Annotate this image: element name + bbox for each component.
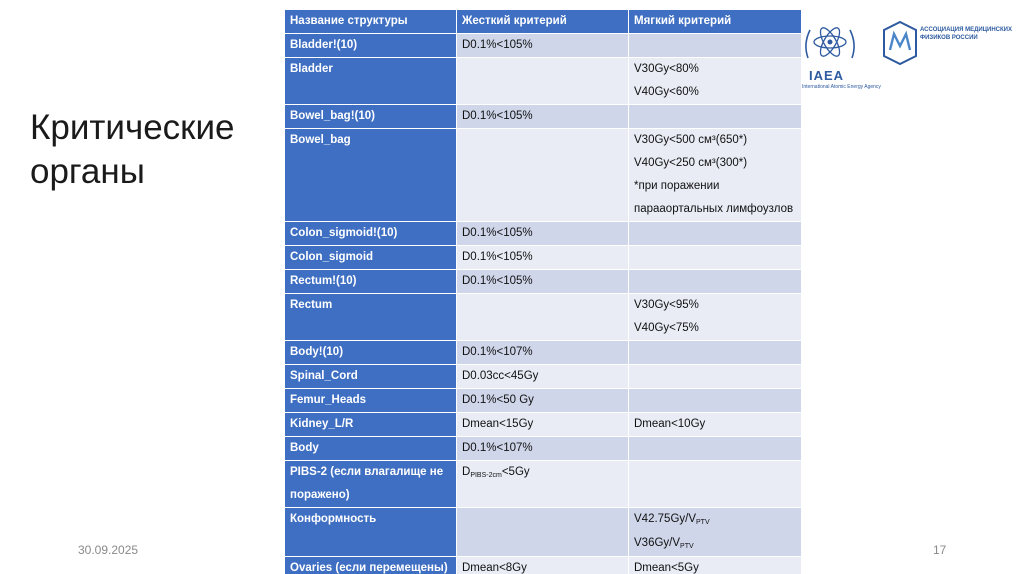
criterion-value xyxy=(634,508,796,532)
soft-criterion xyxy=(629,246,802,270)
soft-criterion xyxy=(629,129,802,222)
hard-criterion xyxy=(457,389,629,413)
criterion-value: D0.1%<105% xyxy=(462,251,533,263)
table-row xyxy=(285,557,802,574)
criterion-value: D0.1%<105% xyxy=(462,110,533,122)
table-row xyxy=(285,413,802,437)
volume-ratio: V36Gy/V xyxy=(634,537,681,549)
hard-criterion xyxy=(457,246,629,270)
criterion-value: Dmean<15Gy xyxy=(462,418,534,430)
header-structure: Название структуры xyxy=(285,10,457,34)
hard-criterion xyxy=(457,58,629,105)
structure-name: Rectum xyxy=(285,294,457,341)
criterion-value: D0.03cc<45Gy xyxy=(462,370,539,382)
soft-criterion xyxy=(629,34,802,58)
slide-title-line-2: органы xyxy=(30,152,145,191)
criterion-value: D0.1%<107% xyxy=(462,346,533,358)
soft-criterion xyxy=(629,557,802,574)
slide-title-line-1: Критические xyxy=(30,108,235,147)
association-logo xyxy=(882,20,1012,70)
criterion-value: D0.1%<50 Gy xyxy=(462,394,534,406)
table-row xyxy=(285,222,802,246)
table-row xyxy=(285,508,802,557)
association-logo-text: АССОЦИАЦИЯ МЕДИЦИНСКИХ ФИЗИКОВ РОССИИ xyxy=(920,27,1012,41)
hard-criterion xyxy=(457,34,629,58)
structure-name: Femur_Heads xyxy=(285,389,457,413)
structure-name: Rectum!(10) xyxy=(285,270,457,294)
table-header-row xyxy=(285,10,802,34)
soft-criterion xyxy=(629,437,802,461)
table-row xyxy=(285,270,802,294)
header-hard-criterion: Жесткий критерий xyxy=(457,10,629,34)
soft-criterion xyxy=(629,389,802,413)
volume-subscript: PTV xyxy=(696,519,710,526)
structure-name: Ovaries (если перемещены) xyxy=(285,557,457,574)
hard-criterion xyxy=(457,341,629,365)
criterion-value: V40Gy<60% xyxy=(634,86,699,98)
structure-name: Colon_sigmoid xyxy=(285,246,457,270)
hard-criterion xyxy=(457,222,629,246)
criterion-value: V30Gy<95% xyxy=(634,299,699,311)
criterion-value: V30Gy<500 см³(650*) xyxy=(634,134,748,146)
criterion-value: D0.1%<107% xyxy=(462,442,533,454)
slide-title xyxy=(30,106,235,194)
slide-date: 30.09.2025 xyxy=(78,543,139,557)
table-row xyxy=(285,294,802,341)
criterion-value: V30Gy<80% xyxy=(634,63,699,75)
structure-name: Colon_sigmoid!(10) xyxy=(285,222,457,246)
iaea-logo-text: IAEA xyxy=(809,68,845,83)
dose-limit: <5Gy xyxy=(501,466,530,478)
soft-criterion xyxy=(629,365,802,389)
table-row xyxy=(285,341,802,365)
criteria-table-container xyxy=(284,9,801,574)
table-row xyxy=(285,246,802,270)
structure-name: Bladder xyxy=(285,58,457,105)
table-row xyxy=(285,129,802,222)
structure-name: Spinal_Cord xyxy=(285,365,457,389)
criterion-value: D0.1%<105% xyxy=(462,275,533,287)
iaea-emblem-icon xyxy=(800,18,876,68)
dose-subscript: PIBS-2cm xyxy=(470,472,502,479)
hard-criterion xyxy=(457,294,629,341)
structure-name: PIBS-2 (если влагалище не поражено) xyxy=(285,461,457,508)
hard-criterion xyxy=(457,413,629,437)
header-soft-criterion: Мягкий критерий xyxy=(629,10,802,34)
volume-ratio: V42.75Gy/V xyxy=(634,513,697,525)
soft-criterion xyxy=(629,105,802,129)
criterion-value: D0.1%<105% xyxy=(462,227,533,239)
hard-criterion xyxy=(457,508,629,557)
table-row xyxy=(285,365,802,389)
criterion-value: V40Gy<250 см³(300*) xyxy=(634,157,748,169)
hard-criterion xyxy=(457,461,629,508)
dose-symbol: D xyxy=(462,466,471,478)
soft-criterion xyxy=(629,58,802,105)
soft-criterion xyxy=(629,341,802,365)
slide-page-number: 17 xyxy=(933,543,947,557)
structure-name: Kidney_L/R xyxy=(285,413,457,437)
structure-name: Конформность xyxy=(285,508,457,557)
soft-criterion xyxy=(629,270,802,294)
soft-criterion xyxy=(629,413,802,437)
iaea-logo-subtext: International Atomic Energy Agency xyxy=(802,84,881,90)
criterion-value: Dmean<10Gy xyxy=(634,418,706,430)
soft-criterion xyxy=(629,222,802,246)
structure-name: Body xyxy=(285,437,457,461)
hard-criterion xyxy=(457,557,629,574)
structure-name: Bowel_bag xyxy=(285,129,457,222)
criterion-value xyxy=(634,532,796,556)
table-row xyxy=(285,437,802,461)
soft-criterion xyxy=(629,294,802,341)
table-row xyxy=(285,34,802,58)
criterion-value: Dmean<8Gy xyxy=(462,562,527,574)
structure-name: Bladder!(10) xyxy=(285,34,457,58)
table-row xyxy=(285,461,802,508)
soft-criterion xyxy=(629,508,802,557)
criterion-note: парааортальных лимфоузлов xyxy=(634,203,794,215)
hard-criterion xyxy=(457,437,629,461)
soft-criterion xyxy=(629,461,802,508)
criterion-value xyxy=(462,461,623,485)
hard-criterion xyxy=(457,105,629,129)
table-row xyxy=(285,389,802,413)
criterion-note: *при поражении xyxy=(634,180,720,192)
structure-name: Bowel_bag!(10) xyxy=(285,105,457,129)
structure-name: Body!(10) xyxy=(285,341,457,365)
hard-criterion xyxy=(457,365,629,389)
association-emblem-icon xyxy=(882,20,918,66)
table-row xyxy=(285,105,802,129)
hard-criterion xyxy=(457,270,629,294)
criterion-value: Dmean<5Gy xyxy=(634,562,699,574)
hard-criterion xyxy=(457,129,629,222)
criteria-table xyxy=(284,9,801,574)
table-row xyxy=(285,58,802,105)
volume-subscript: PTV xyxy=(680,543,694,550)
criterion-value: V40Gy<75% xyxy=(634,322,699,334)
criterion-value: D0.1%<105% xyxy=(462,39,533,51)
iaea-logo xyxy=(800,18,881,96)
